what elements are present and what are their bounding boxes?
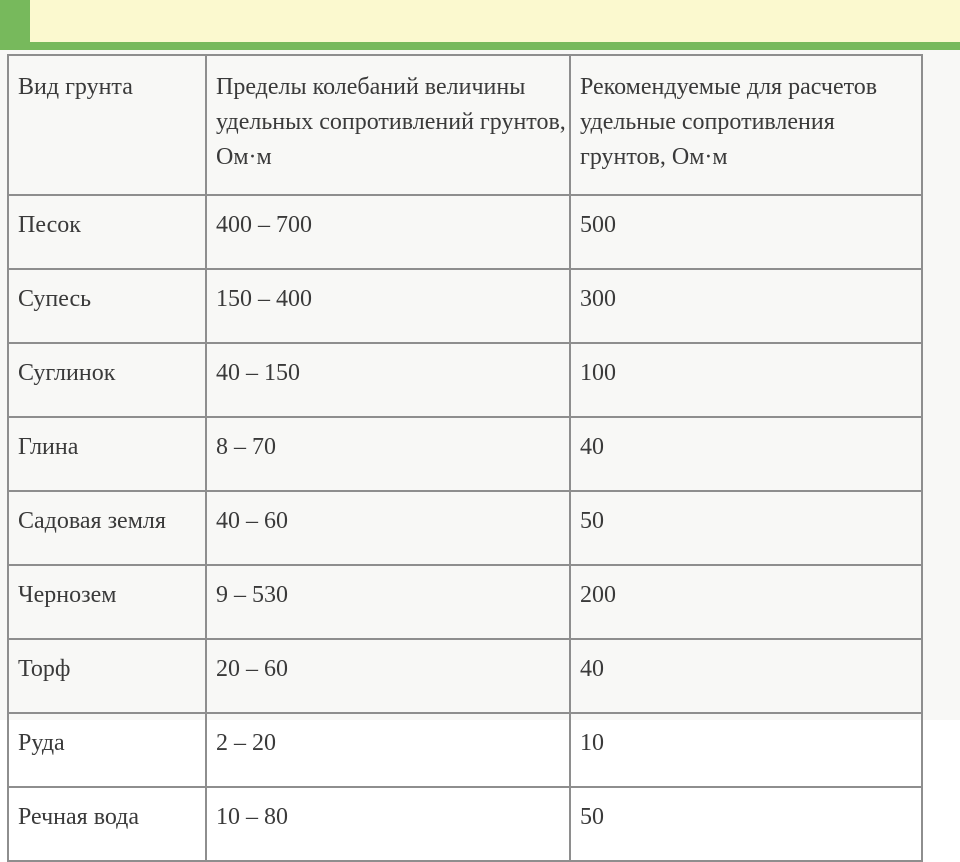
cell-range: 9 – 530 <box>206 565 570 639</box>
title-band-underline <box>0 42 960 50</box>
cell-recommended: 500 <box>570 195 922 269</box>
soil-resistivity-table <box>7 54 923 862</box>
table-row <box>8 565 922 639</box>
table-row <box>8 491 922 565</box>
cell-range: 20 – 60 <box>206 639 570 713</box>
cell-soil-type: Супесь <box>8 269 206 343</box>
cell-recommended: 40 <box>570 417 922 491</box>
cell-recommended: 50 <box>570 787 922 861</box>
cell-range: 150 – 400 <box>206 269 570 343</box>
table-row <box>8 417 922 491</box>
title-band <box>0 0 960 46</box>
table-area <box>0 50 960 830</box>
table-row <box>8 343 922 417</box>
cell-soil-type: Чернозем <box>8 565 206 639</box>
cell-range: 10 – 80 <box>206 787 570 861</box>
cell-soil-type: Глина <box>8 417 206 491</box>
cell-soil-type: Руда <box>8 713 206 787</box>
cell-soil-type: Речная вода <box>8 787 206 861</box>
cell-recommended: 50 <box>570 491 922 565</box>
title-band-accent <box>0 0 30 46</box>
cell-recommended: 10 <box>570 713 922 787</box>
cell-recommended: 100 <box>570 343 922 417</box>
cell-range: 8 – 70 <box>206 417 570 491</box>
table-row <box>8 787 922 861</box>
header-soil-type: Вид грунта <box>8 55 206 195</box>
table-row <box>8 713 922 787</box>
cell-soil-type: Песок <box>8 195 206 269</box>
header-resistivity-range: Пределы колебаний величины удельных сопротивлений грунтов, Ом·м <box>206 55 570 195</box>
cell-soil-type: Торф <box>8 639 206 713</box>
table-row <box>8 195 922 269</box>
cell-soil-type: Суглинок <box>8 343 206 417</box>
cell-soil-type: Садовая земля <box>8 491 206 565</box>
cell-recommended: 200 <box>570 565 922 639</box>
cell-range: 2 – 20 <box>206 713 570 787</box>
cell-recommended: 300 <box>570 269 922 343</box>
table-row <box>8 639 922 713</box>
table-header-row <box>8 55 922 195</box>
cell-range: 40 – 60 <box>206 491 570 565</box>
cell-recommended: 40 <box>570 639 922 713</box>
header-recommended-resistivity: Рекомендуемые для расчетов удельные сопротивления грунтов, Ом·м <box>570 55 922 195</box>
table-row <box>8 269 922 343</box>
cell-range: 400 – 700 <box>206 195 570 269</box>
cell-range: 40 – 150 <box>206 343 570 417</box>
